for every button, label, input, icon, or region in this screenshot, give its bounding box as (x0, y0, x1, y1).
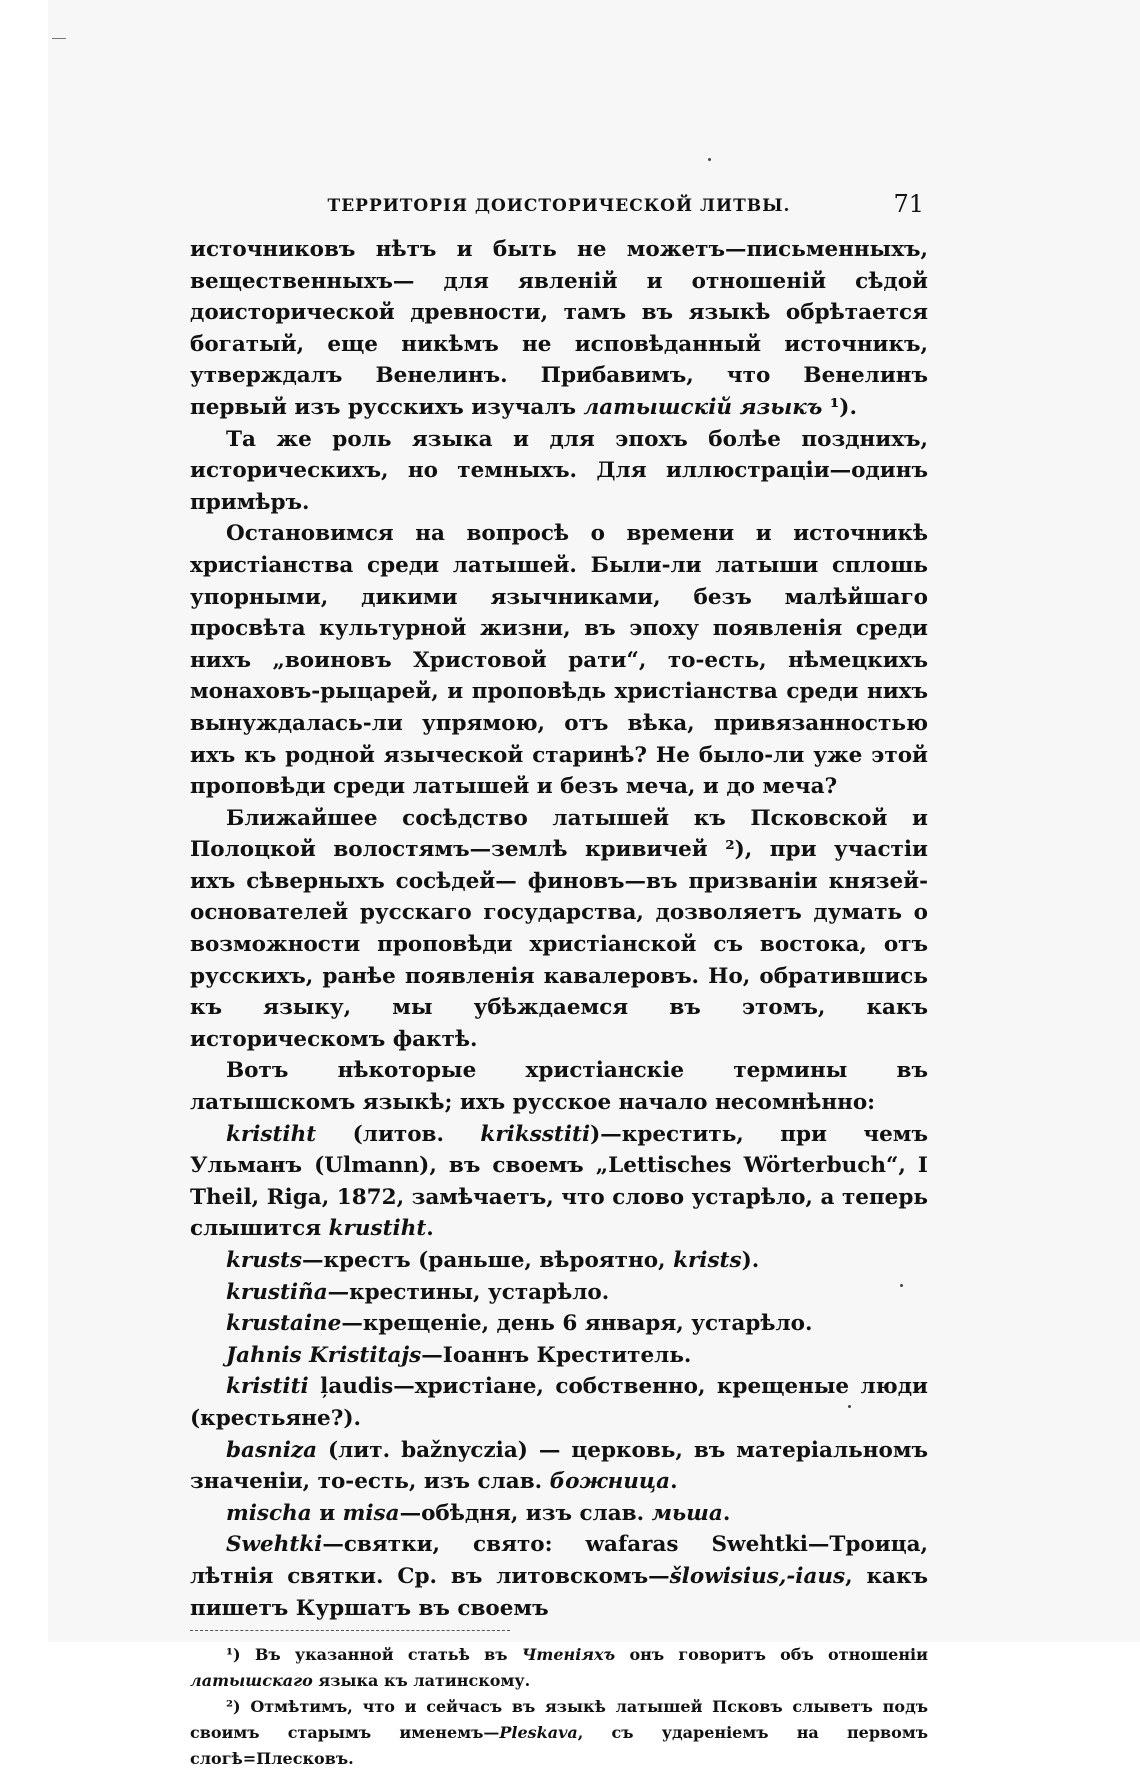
footnotes (190, 1642, 928, 1772)
term-entry: krustiña—крестины, устарѣло. (226, 1279, 610, 1305)
term-entry: basniza (лит. bažnyczia) — церковь, въ матеріальномъ значеніи, то-есть, изъ слав. божница. (190, 1437, 928, 1495)
page-header (190, 190, 928, 226)
footnote: ²) Отмѣтимъ, что и сейчасъ въ языкѣ латышей Псковъ слыветъ подъ своимъ старымъ именемъ—Pleskava, съ удареніемъ на первомъ слогѣ=Плесковъ. (190, 1697, 929, 1769)
footnote-divider (190, 1630, 510, 1632)
paragraph: источниковъ нѣтъ и быть не можетъ—письменныхъ, вещественныхъ— для явленій и отношеній сѣдой доисторической древности, тамъ въ языкѣ обрѣтается богатый, еще никѣмъ не исповѣданный источникъ, утверждалъ Венелинъ. Прибавимъ, что Венелинъ первый изъ русскихъ изучалъ латышскій языкъ ¹). (190, 237, 928, 420)
term-entry: Jahnis Kristitajs—Іоаннъ Креститель. (226, 1342, 692, 1368)
term-entry: kristiti ļaudis—христіане, собственно, крещеные люди (крестьяне?). (190, 1374, 928, 1431)
page-text-block (190, 190, 928, 1772)
paragraph: Та же роль языка и для эпохъ болѣе позднихъ, историческихъ, но темныхъ. Для иллюстраціи—одинъ примѣръ. (190, 426, 928, 515)
term-entry: krusts—крестъ (раньше, вѣроятно, krists). (226, 1248, 760, 1273)
footnote: ¹) Въ указанной статьѣ въ Чтеніяхъ онъ говоритъ объ отношеніи латышскаго языка къ латинскому. (190, 1645, 929, 1691)
term-entry: mischa и misa—обѣдня, изъ слав. мьша. (226, 1500, 731, 1526)
scan-speck (708, 158, 711, 161)
scan-corner-mark (52, 38, 66, 39)
term-entry: krustaine—крещеніе, день 6 января, устарѣло. (226, 1311, 813, 1337)
page-number: 71 (893, 190, 924, 218)
paragraph: Вотъ нѣкоторые христіанскіе термины въ латышскомъ языкѣ; ихъ русское начало несомнѣнно: (190, 1058, 928, 1116)
term-entry: kristiht (литов. kriksstiti)—крестить, при чемъ Ульманъ (Ulmann), въ своемъ „Lettisches Wörterbuch“, I Theil, Riga, 1872, замѣчаетъ, что слово устарѣло, а теперь слышится krustiht. (190, 1121, 928, 1242)
term-entry: Swehtki—святки, свято: wafaras Swehtki—Троица, лѣтнія святки. Ср. въ литовскомъ—šlowisius,-iaus, какъ пишетъ Куршатъ въ своемъ (190, 1532, 928, 1621)
body-text (190, 234, 928, 1624)
running-title: ТЕРРИТОРІЯ ДОИСТОРИЧЕСКОЙ ЛИТВЫ. (327, 196, 791, 216)
paragraph: Ближайшее сосѣдство латышей къ Псковской и Полоцкой волостямъ—землѣ кривичей ²), при участіи ихъ сѣверныхъ сосѣдей— финовъ—въ призваніи князей-основателей русскаго государства, дозволяетъ думать о возможности проповѣди христіанской съ востока, отъ русскихъ, ранѣе появленія кавалеровъ. Но, обратившись къ языку, мы убѣждаемся въ этомъ, какъ историческомъ фактѣ. (190, 805, 928, 1052)
paragraph: Остановимся на вопросѣ о времени и источникѣ христіанства среди латышей. Были-ли латыши сплошь упорными, дикими язычниками, безъ малѣйшаго просвѣта культурной жизни, въ эпоху появленія среди нихъ „воиновъ Христовой рати“, то-есть, нѣмецкихъ монаховъ-рыцарей, и проповѣдь христіанства среди нихъ вынуждалась-ли упрямою, отъ вѣка, привязанностью ихъ къ родной языческой старинѣ? Не было-ли уже этой проповѣди среди латышей и безъ меча, и до меча? (190, 521, 928, 800)
